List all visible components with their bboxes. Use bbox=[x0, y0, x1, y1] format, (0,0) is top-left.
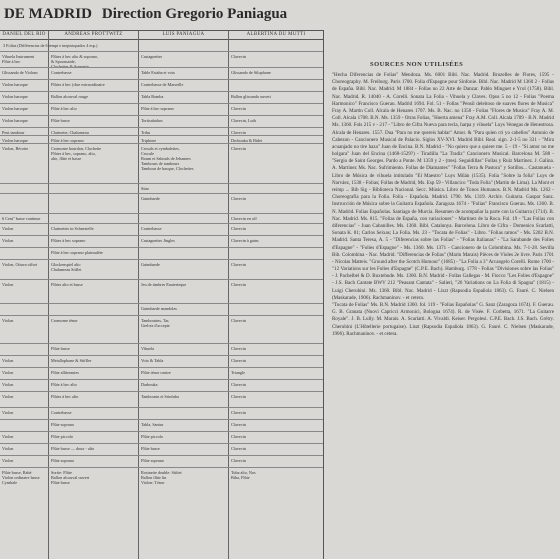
table-cell: Flûte piccolo bbox=[141, 434, 163, 439]
table-cell: Vihuela Instrument Flûte à bec bbox=[2, 54, 35, 64]
table-cell: Cromorne ténor bbox=[51, 318, 78, 323]
table-cell: Vihuela bbox=[141, 346, 155, 351]
table-cell: Tuba alto, Nos Biba, Flûte bbox=[231, 470, 256, 480]
column-header: LUIS PANIAGUA bbox=[162, 32, 205, 37]
table-cell: Violon bbox=[2, 458, 14, 463]
table-cell: Clavecin bbox=[231, 382, 246, 387]
table-cell: Castagnettes bbox=[141, 54, 163, 59]
table-cell: Ballon alcouval rouge bbox=[51, 94, 88, 99]
table-cell: Flûte soprano bbox=[51, 458, 74, 463]
table-cell: Clarinette, Chalumeau bbox=[51, 130, 89, 135]
table-cell: Sortie: Flûte Ballon alcouval ouvert Flûte basse bbox=[51, 470, 90, 485]
table-cell: Clavecin bbox=[231, 410, 246, 415]
table-cell: Clavecin bbox=[231, 130, 246, 135]
table-cell: Clavecin bbox=[231, 394, 246, 399]
table-cell: Tortisabuhos bbox=[141, 118, 163, 123]
table-cell: Violon bbox=[2, 318, 14, 323]
table-cell: Ballon glissando ouvert bbox=[231, 94, 271, 99]
column-header: ALBERTINA DU MUTTI bbox=[246, 32, 306, 37]
sources-paragraph: "Hecha Diferencias de Folias" Mendoza. Ms. 6001 Bibl. Nac. Madrid. Bruzelles de Flores, 1595 - Choreography. M. Freiburg. Paris 1700. Folia d'Espagne pour Sinfonie. Bibl. Nac. Madrid M 1360 2 - Follas de España. Bibl. Nac. Madrid. M 1884 - Follas no 22 Arte de Danzar. Pablo Minguet e Yrol (1758). Bibl. Nac. Madrid. R. 14040 - A. Corelli. Sonata La Folia - Vihuela y Claves. Opus 5 no 12 - Folias "Poema Harmonico" Francisco Guerau. Madrid 1694. Fol. 51 - Follas "Pensil deleitoso de suaves flores de Musica" Fray A. Martin Coll. Alcala de Henares 1707. Ms. B. Nac. no 1358 - Folias "Flores de Musica" Fray A. M. Coll. Alcala 1708. B.N. Ms. 1359 - Otras Folias, "Huerta amena" Fray A.M. Coll. Alcala 1709 - B.N. Madrid Ms. 1360. Fols 215 v - 217 - "Libro de Cifra Nueva para tecla, harpa y vihuela" Luys Venegas de Henestrosa. Alcala de Henares. 1557. Dua "Para no me quereis hablar" Amor. & "Para quien cri yo cabellos" Antonio de Cabezon - Cancionero Musical de Palacio. Siglos XV-XVI. Madrid Bibl. Real. sign. 2-1-5 no 331 - "Mira acuanjado no tire haza" Juan de Encina. B.N. Madrid - "No quiero que a quiere me. 5 - 19 - "Si amor no me holgara" Juan del Encina (1468-1529?) - Tiradilla "La Tradiz" Cancionero Musical. Barcelona M. 588 - "Sergio de Saint Georges. Pardo a Ponte. M 1359 y 2 - (tres). Seguidillas" Follas y Ruiz Martínez. J. Galina. A. Martinez Ms. Nac. Sufrimiento. Follas de Diamantes" "Follas Terra & Pastora" y Sotillos... Castanuela - Libro de Música de vihuela intitulado "El Maestro" Luys Milán (1535). Folia "Sobre la folia" Luys de Narváez, 1538 - Folias; Follas de Madrid, Ms. Esp 59 - Villancico "Toda Folia" (Martin de Lima). La Mont et reimp ... Bib Sig - Biblioteca Nacional. Secc. Música. Libro de Tonos Humanos. B.N. Madrid Ms. 1262 - Choreografía para la Folia. Folía - Española. Madrid. 1790. Ms. 1319. Archiv. Guitarra. Gaspar Sanz. Instrucción de Música sobre la Guitarra Española. Zaragoza 1674 - "Folias" Francisco Guerau. Ms. 1360. B. N. Madrid. Folias Españolas. Santiago de Murcia. Resumen de acompañar la parte con la Guitarra (1714). B. Nac. Madrid. Ms. 815. "Folias de España, con variaciones" - Martinez de la Roca. Fol. 19 - "Las Folias con diferencias" - Juan Cabanilles. Ms. 1360. Bibl. Catalunya. Barcelona. Libro de Cifra - Domenico Scarlatti, Sonata K. 81; Carlos Seixas; La Folia. Ms. 23 - "Tocata de Folias" - Libro. "Folias ramos" - Ms. 5202 B.N. Madrid. Santa Teresa, A. 5 - "Diferencias sobre las Folias" - "Folias Italianas" - "La Sarabande des Folies d'Espagne" - "Folies d'Espagne" - Ms. 1360. Ms. 1371 - Cancionero de la Colombina. Ms. 7-1-28. Sevilla Bib. Colombina - Nac. Madrid. "Differencias de Folias" (Marin Marais) Pièces de Violes 2e livre. Paris 1701 - Nicolas Matteis. "Ground after the Scotch Humour" (1685) - "La Folia a 3" Arcangelo Corelli. Rome 1700 - "12 Variations sur les Folies d'Espagne" (C.P.E. Bach). Hamburg. 1778 - Folias "Divisiones sobre las Folias" - J. Pachelbel & D. Buxtehude. Ms. 1360. B.N. Madrid - Follas Gallegas - M. Fiocco "Les Folies d'Espagne" - J.S. Bach Cantate BWV 212 "Peasant Cantata" - Salieri, "26 Variations on La Folia di Spagna" (1815) - Luigi Cherubini. Ms. 1360. Bibl. Nac. Madrid - Liszt (Rapsodia Española 1863). G. Fauré. C. Nielsen (Maskarade, 1906). Rachmaninov. - et cetera. bbox=[332, 72, 554, 301]
table-cell: Jeu de timbres Enaterieque bbox=[141, 282, 187, 287]
table-cell: Violon bbox=[2, 382, 14, 387]
table-cell: Violon bbox=[2, 410, 14, 415]
table-row bbox=[0, 193, 323, 214]
table-cell: Metallophone & Stiffler bbox=[51, 358, 92, 363]
table-cell: Flûte piccolo bbox=[51, 434, 73, 439]
table-cell: Violon bbox=[2, 226, 14, 231]
table-cell: Clavecin bbox=[231, 446, 246, 451]
table-cell: Violon baroque bbox=[2, 138, 28, 143]
table-cell: Violon baroque bbox=[2, 82, 28, 87]
table-cell: Violon baroque bbox=[2, 118, 28, 123]
table-row bbox=[0, 279, 323, 304]
table-cell: Flûte soprano bbox=[51, 422, 74, 427]
table-cell: Clavecin bbox=[231, 434, 246, 439]
table-cell: Flûtes à bec alto & soprano, & Spoonsaide, Clochettes & Sonnette bbox=[51, 54, 98, 68]
table-cell: Flûte basse, Rabé Violon ordinaire basse Cymbale bbox=[2, 470, 40, 485]
table-cell: Darbouka bbox=[141, 382, 158, 387]
sources-heading: SOURCES NON UTILISÉES bbox=[370, 61, 464, 68]
table-cell: Tambourins, Tar, Grelots d'accepte bbox=[141, 318, 170, 328]
table-cell: Flûte basse bbox=[51, 118, 70, 123]
table-cell: Clavecin bbox=[231, 422, 246, 427]
table-cell: Guimbarde bbox=[141, 262, 160, 267]
table-cell: Flûtes à bec (dise extraordinaire bbox=[51, 82, 105, 87]
column-header: ANDREAS PROTTWITZ bbox=[64, 32, 123, 37]
table-cell: Guimbarde bbox=[141, 196, 160, 201]
table-cell: Rosinette double: Stiftet Ballon flûte lin Violon: Ténor bbox=[141, 470, 182, 485]
table-cell: Violon bbox=[2, 238, 14, 243]
table-row bbox=[0, 315, 323, 344]
table-cell: Violon baroque bbox=[2, 94, 28, 99]
table-cell: Flûte à bec soprano bbox=[51, 138, 84, 143]
table-cell: Flûte basse — doux - alto bbox=[51, 446, 95, 451]
table-cell: Flûte soprano bbox=[141, 458, 164, 463]
table-cell: Glissando de Silophone bbox=[231, 70, 271, 75]
table-cell: Flûte alliterantes bbox=[51, 370, 80, 375]
table-cell: Flûte à bec alto bbox=[51, 106, 77, 111]
table-cell: Clarinettes in Schnestelle bbox=[51, 226, 94, 231]
table-cell: Contrebasse de Marseille bbox=[141, 82, 184, 87]
table-cell: Triphone bbox=[141, 138, 157, 143]
table-cell: Drobouka & Bidet bbox=[231, 138, 263, 143]
table-cell: Flûtes alto et basse bbox=[51, 282, 83, 287]
table-cell: Sitar bbox=[141, 186, 149, 191]
table-cell: Tribu bbox=[141, 130, 151, 135]
table-row bbox=[0, 467, 323, 488]
table-row bbox=[0, 51, 323, 68]
ensemble-name: DE MADRID bbox=[4, 6, 92, 22]
table-cell: Violon baroque bbox=[2, 106, 28, 111]
table-cell: Tabla, Santur bbox=[141, 422, 164, 427]
table-cell: Flûte à bec soprano plateaulète bbox=[51, 250, 103, 255]
table-cell: Contrebasse bbox=[51, 70, 72, 75]
table-row bbox=[0, 143, 323, 184]
sources-paragraph: "Tocata de Folias" Ms. B.N. Madrid 1360. fol. 119 - "Folias Españolas" G. Sanz (Zaragoza 1674). F. Guerau. G. B. Granata (Nuovi Capricci Armonici, Bologna 1674). R. de Visée. F. Corbetta, 1671. "La Guitarre Royale". J. B. Lully. M. Marais. A. Scarlatti. A. Vivaldi. Keiser. Pergolesi. C.P.E. Bach. J.S. Bach. Grétry. Cherubini (L'Hôtellerie portugaise). Liszt (Rapsodia Española 1863). G. Fauré. C. Nielsen (Maskarade, 1906). Rachmaninov. - et cetera. bbox=[332, 302, 554, 337]
table-cell: Clavecin en off bbox=[231, 216, 257, 221]
table-cell bbox=[2, 196, 48, 214]
column-header: DANIEL DEL RIO bbox=[2, 32, 46, 37]
table-cell: Violon bbox=[2, 394, 14, 399]
table-cell: Glissando de Violons bbox=[2, 70, 38, 75]
table-cell: Flûtes à bec alto bbox=[51, 394, 79, 399]
table-cell: Guimbarde mandolas bbox=[141, 306, 177, 311]
table-cell: Peut tambour bbox=[2, 130, 25, 135]
table-cell: Clavecin bbox=[231, 346, 246, 351]
table-cell: Flûte basse bbox=[51, 346, 70, 351]
table-cell: Clavecin bbox=[231, 54, 246, 59]
table-cell: Flûte ténor contre bbox=[141, 370, 171, 375]
table-cell: Tambourin et Srinfuba bbox=[141, 394, 179, 399]
sources-text bbox=[332, 72, 554, 552]
table-note: 3 Folias (Différencias de 6 tempi e inepistopados 4 esp.) bbox=[3, 43, 98, 48]
table-cell: Clavecin bbox=[231, 262, 246, 267]
table-cell: Flûte à bec soprano bbox=[141, 106, 174, 111]
table-cell: Violon, Bécotte bbox=[2, 146, 29, 151]
table-cell: Violon bbox=[2, 434, 14, 439]
director-credit: Direction Gregorio Paniagua bbox=[101, 6, 288, 22]
table-cell: Clavecin bbox=[231, 282, 246, 287]
table-cell: Table Estaba et voix bbox=[141, 70, 176, 75]
instrumentation-table bbox=[0, 30, 324, 559]
table-cell: Flûtes à bec soprano bbox=[51, 238, 86, 243]
table-cell: Clavecin bbox=[231, 226, 246, 231]
table-cell: Clavecin bbox=[231, 106, 246, 111]
table-cell: Violon bbox=[2, 446, 14, 451]
table-cell: Triangle bbox=[231, 370, 246, 375]
table-row bbox=[0, 391, 323, 408]
table-cell: Glockenspiel alto Chalumeau Stiflet bbox=[51, 262, 82, 272]
table-cell: Clavecin bbox=[231, 358, 246, 363]
table-cell: Flûte à bec alto bbox=[51, 382, 77, 387]
table-cell: Contrebasse bbox=[141, 226, 162, 231]
table-row bbox=[0, 259, 323, 280]
table-cell: Clavecin bbox=[231, 196, 246, 201]
table-cell: Crosals et cymbalettes, Crocale Boum et Sabouls de Jehannes Tambours de tambours Tambour de basque, Clochettes bbox=[141, 146, 194, 171]
table-cell: Clavecin bbox=[231, 458, 246, 463]
table-cell: Castagnettes Jingles bbox=[141, 238, 175, 243]
album-title bbox=[4, 6, 287, 23]
table-cell: Clavecin bbox=[231, 146, 246, 151]
table-cell: Clavecin à gains bbox=[231, 238, 259, 243]
table-cell: 6 Cent" basse continue bbox=[2, 216, 41, 221]
table-cell: Violon, Ottava offset bbox=[2, 262, 38, 267]
table-cell: Violon bbox=[2, 282, 14, 287]
table-cell: Flûte basse bbox=[141, 446, 160, 451]
table-cell: Clavecin bbox=[231, 318, 246, 323]
table-cell bbox=[51, 196, 137, 214]
table-cell: Cromorne bourdon, Clochette Flûtes à bec, soprano, alto, alto, flûte et basse bbox=[51, 146, 102, 161]
table-cell: Violon bbox=[2, 358, 14, 363]
table-cell: Voix & Tabla bbox=[141, 358, 164, 363]
table-cell: Contrebasse bbox=[51, 410, 72, 415]
table-cell: Violon bbox=[2, 370, 14, 375]
table-cell: Clavecin, Luth bbox=[231, 118, 256, 123]
table-cell: Tabla Bomba bbox=[141, 94, 164, 99]
